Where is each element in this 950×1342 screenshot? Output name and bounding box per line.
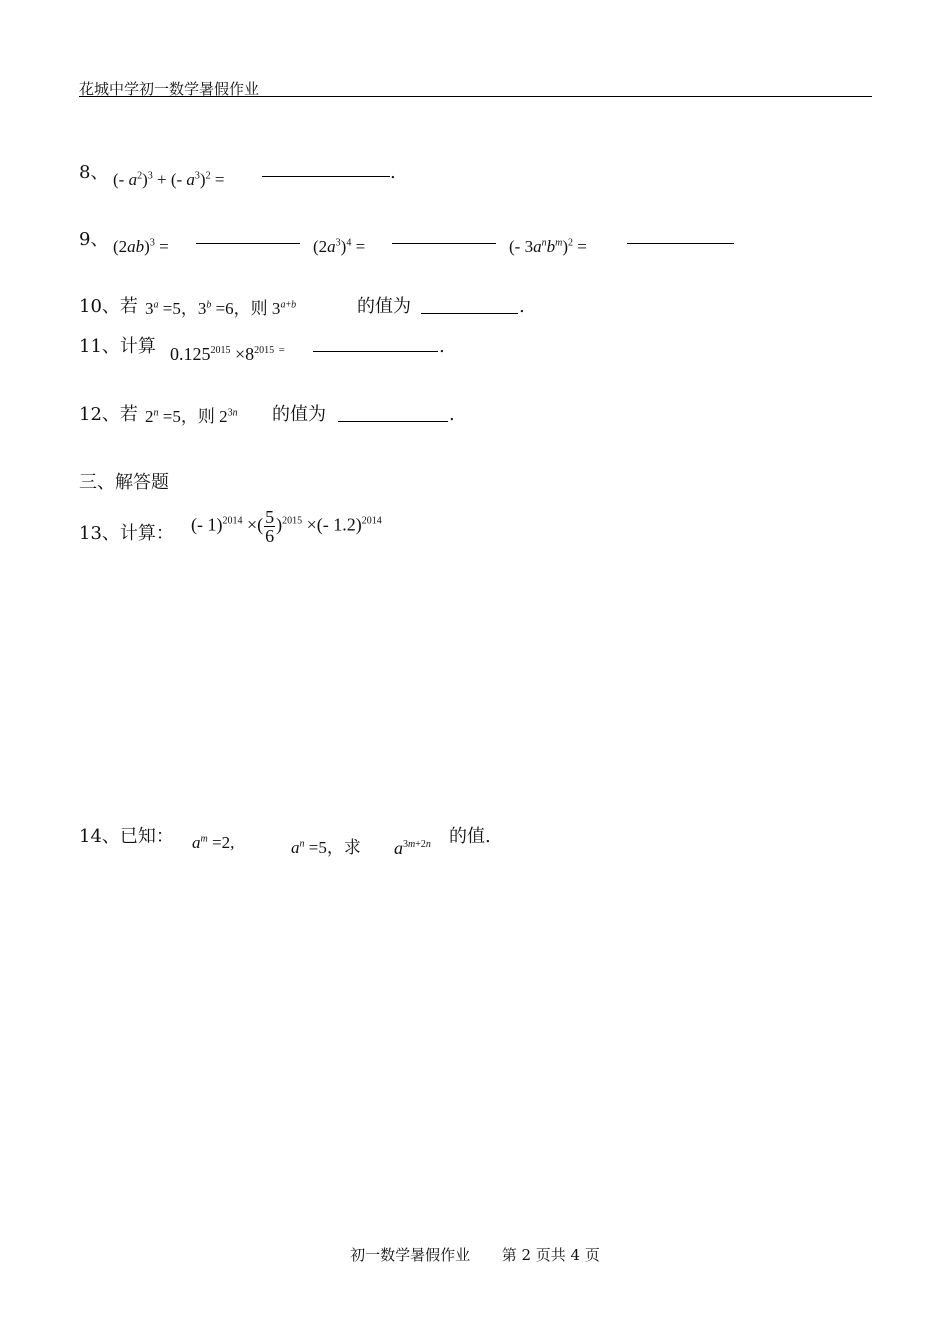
q10-answer-blank[interactable] bbox=[421, 313, 518, 314]
q14-suffix: 的值. bbox=[449, 826, 491, 847]
q12-condition: $2^n =5$，则 $2^{3n}$ bbox=[145, 407, 238, 426]
q13-number: 13、计算： bbox=[79, 523, 174, 544]
q9-number: 9、 bbox=[79, 229, 109, 250]
page-footer bbox=[0, 1244, 950, 1265]
q13-expression: (- 1)$^{2014}$ ×( $\frac{5}{6}$ )$^{2015}$ ×(- 1.2)$^{2014}$ bbox=[191, 507, 382, 546]
q8-expression: (- $a^2)^3$ + (- $a^3)^2$ = bbox=[113, 170, 225, 189]
q10-number: 10、若 bbox=[79, 296, 138, 317]
page-header: 花城中学初一数学暑假作业 bbox=[79, 80, 260, 98]
q9-expression-2: $(2a^3)^4$ = bbox=[313, 237, 366, 256]
q12-period: . bbox=[449, 404, 455, 425]
q12-answer-blank[interactable] bbox=[338, 421, 448, 422]
q9-answer-blank-1[interactable] bbox=[196, 243, 300, 244]
q11-period: . bbox=[439, 336, 445, 357]
q8-answer-blank[interactable] bbox=[262, 176, 390, 177]
q14-condition-2: $a^n =5$，求 bbox=[291, 838, 361, 857]
q14-target: $a^{3m+2n}$ bbox=[394, 838, 431, 858]
footer-page-number: 第 2 页共 4 页 bbox=[501, 1246, 600, 1264]
q11-expression: $0.125^{2015} \times 8^{2015}$ = bbox=[170, 344, 285, 364]
q10-condition: $3^a =5$，$3^b =6$，则 $3^{a+b}$ bbox=[145, 299, 297, 318]
q9-expression-1: $(2ab)^3$ = bbox=[113, 237, 169, 256]
q8-number: 8、 bbox=[79, 162, 109, 183]
q10-prompt: 的值为 bbox=[357, 296, 411, 317]
q12-number: 12、若 bbox=[79, 404, 138, 425]
q14-condition-1: $a^m =2$, bbox=[192, 833, 235, 852]
q9-expression-3: (- $3a^nb^m)^2$ = bbox=[509, 237, 587, 256]
q8-period: . bbox=[390, 162, 396, 183]
q12-prompt: 的值为 bbox=[272, 404, 326, 425]
header-divider bbox=[79, 96, 872, 97]
q14-number: 14、已知： bbox=[79, 826, 174, 847]
q11-number: 11、计算 bbox=[79, 336, 156, 357]
q10-period: . bbox=[519, 296, 525, 317]
footer-title: 初一数学暑假作业 bbox=[350, 1246, 471, 1264]
section-title-answers: 三、解答题 bbox=[79, 472, 169, 493]
q9-answer-blank-2[interactable] bbox=[392, 243, 496, 244]
q11-answer-blank[interactable] bbox=[313, 351, 438, 352]
q9-answer-blank-3[interactable] bbox=[627, 243, 734, 244]
